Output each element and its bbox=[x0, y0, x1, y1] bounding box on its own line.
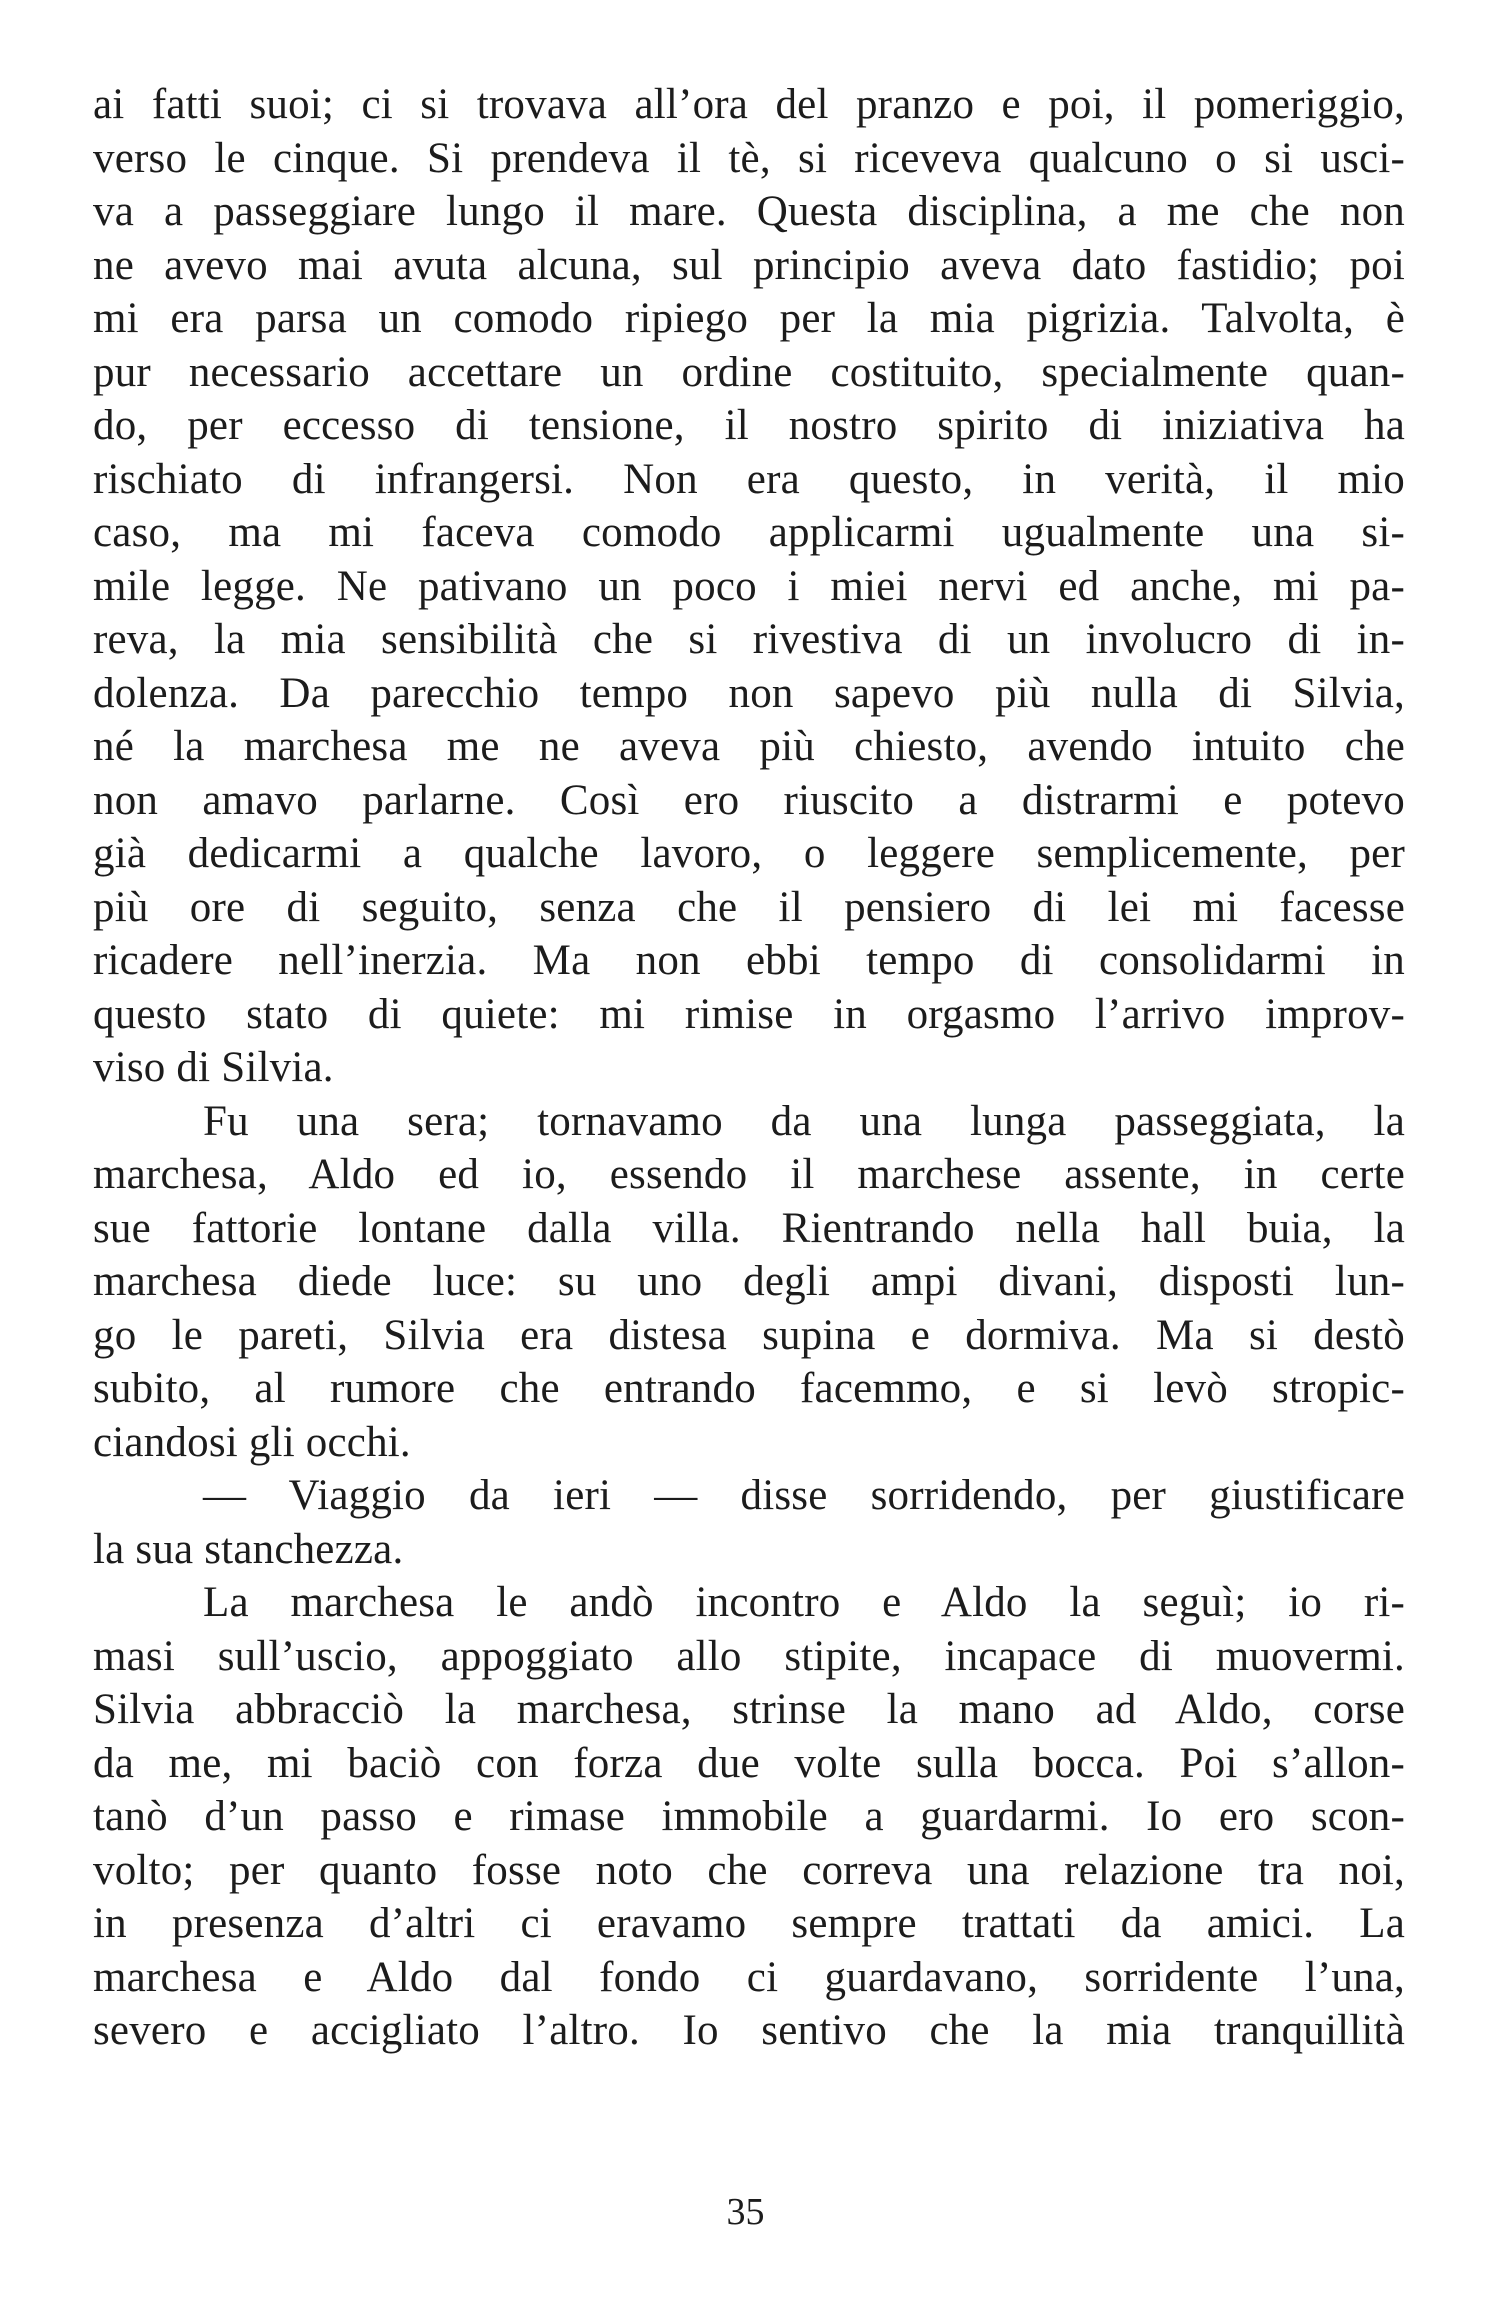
text-line: Silvia abbracciò la marchesa, strinse la mano ad Aldo, corse bbox=[93, 1686, 1405, 1733]
text-line: marchesa, Aldo ed io, essendo il marchese assente, in certe bbox=[93, 1151, 1405, 1198]
text-line: va a passeggiare lungo il mare. Questa disciplina, a me che non bbox=[93, 188, 1405, 235]
dialogue-line: — Viaggio da ieri — disse sorridendo, per giustificare bbox=[203, 1472, 1405, 1519]
text-line: severo e accigliato l’altro. Io sentivo che la mia tranquillità bbox=[93, 2007, 1405, 2054]
text-line: mile legge. Ne pativano un poco i miei nervi ed anche, mi pa- bbox=[93, 562, 1405, 610]
text-line: verso le cinque. Si prendeva il tè, si riceveva qualcuno o si usci- bbox=[93, 134, 1405, 182]
text-line: pur necessario accettare un ordine costituito, specialmente quan- bbox=[93, 348, 1405, 396]
text-line: ciandosi gli occhi. bbox=[93, 1418, 411, 1466]
text-line: ai fatti suoi; ci si trovava all’ora del pranzo e poi, il pomeriggio, bbox=[93, 81, 1405, 128]
text-line: già dedicarmi a qualche lavoro, o leggere semplicemente, per bbox=[93, 830, 1405, 877]
body-text bbox=[93, 78, 1405, 2058]
text-line: subito, al rumore che entrando facemmo, e si levò stropic- bbox=[93, 1365, 1405, 1412]
text-line: non amavo parlarne. Così ero riuscito a distrarmi e potevo bbox=[93, 776, 1405, 824]
text-line: masi sull’uscio, appoggiato allo stipite, incapace di muovermi. bbox=[93, 1632, 1405, 1680]
text-line: rischiato di infrangersi. Non era questo, in verità, il mio bbox=[93, 455, 1405, 503]
text-line: do, per eccesso di tensione, il nostro spirito di iniziativa ha bbox=[93, 402, 1405, 449]
text-line: go le pareti, Silvia era distesa supina e dormiva. Ma si destò bbox=[93, 1311, 1405, 1359]
text-line: mi era parsa un comodo ripiego per la mia pigrizia. Talvolta, è bbox=[93, 295, 1405, 342]
text-line: sue fattorie lontane dalla villa. Rientrando nella hall buia, la bbox=[93, 1204, 1405, 1252]
text-line: viso di Silvia. bbox=[93, 1044, 334, 1091]
text-line: marchesa diede luce: su uno degli ampi divani, disposti lun- bbox=[93, 1258, 1405, 1305]
text-line: da me, mi baciò con forza due volte sulla bocca. Poi s’allon- bbox=[93, 1739, 1405, 1787]
text-line: la sua stanchezza. bbox=[93, 1525, 404, 1573]
text-line: né la marchesa me ne aveva più chiesto, avendo intuito che bbox=[93, 723, 1405, 770]
text-line: ricadere nell’inerzia. Ma non ebbi tempo di consolidarmi in bbox=[93, 937, 1405, 984]
text-line: più ore di seguito, senza che il pensiero di lei mi facesse bbox=[93, 883, 1405, 931]
text-line: reva, la mia sensibilità che si rivestiva di un involucro di in- bbox=[93, 616, 1405, 663]
page-number: 35 bbox=[726, 2191, 765, 2233]
text-line: marchesa e Aldo dal fondo ci guardavano, sorridente l’una, bbox=[93, 1953, 1405, 2001]
paragraph-start-line: Fu una sera; tornavamo da una lunga passeggiata, la bbox=[203, 1097, 1405, 1145]
text-line: in presenza d’altri ci eravamo sempre trattati da amici. La bbox=[93, 1900, 1405, 1947]
text-line: questo stato di quiete: mi rimise in orgasmo l’arrivo improv- bbox=[93, 990, 1405, 1038]
text-line: dolenza. Da parecchio tempo non sapevo più nulla di Silvia, bbox=[93, 669, 1405, 717]
paragraph-start-line: La marchesa le andò incontro e Aldo la seguì; io ri- bbox=[203, 1579, 1405, 1626]
text-line: tanò d’un passo e rimase immobile a guardarmi. Io ero scon- bbox=[93, 1793, 1405, 1840]
text-line: caso, ma mi faceva comodo applicarmi ugualmente una si- bbox=[93, 509, 1405, 556]
text-line: volto; per quanto fosse noto che correva una relazione tra noi, bbox=[93, 1846, 1405, 1894]
text-line: ne avevo mai avuta alcuna, sul principio aveva dato fastidio; poi bbox=[93, 241, 1405, 289]
